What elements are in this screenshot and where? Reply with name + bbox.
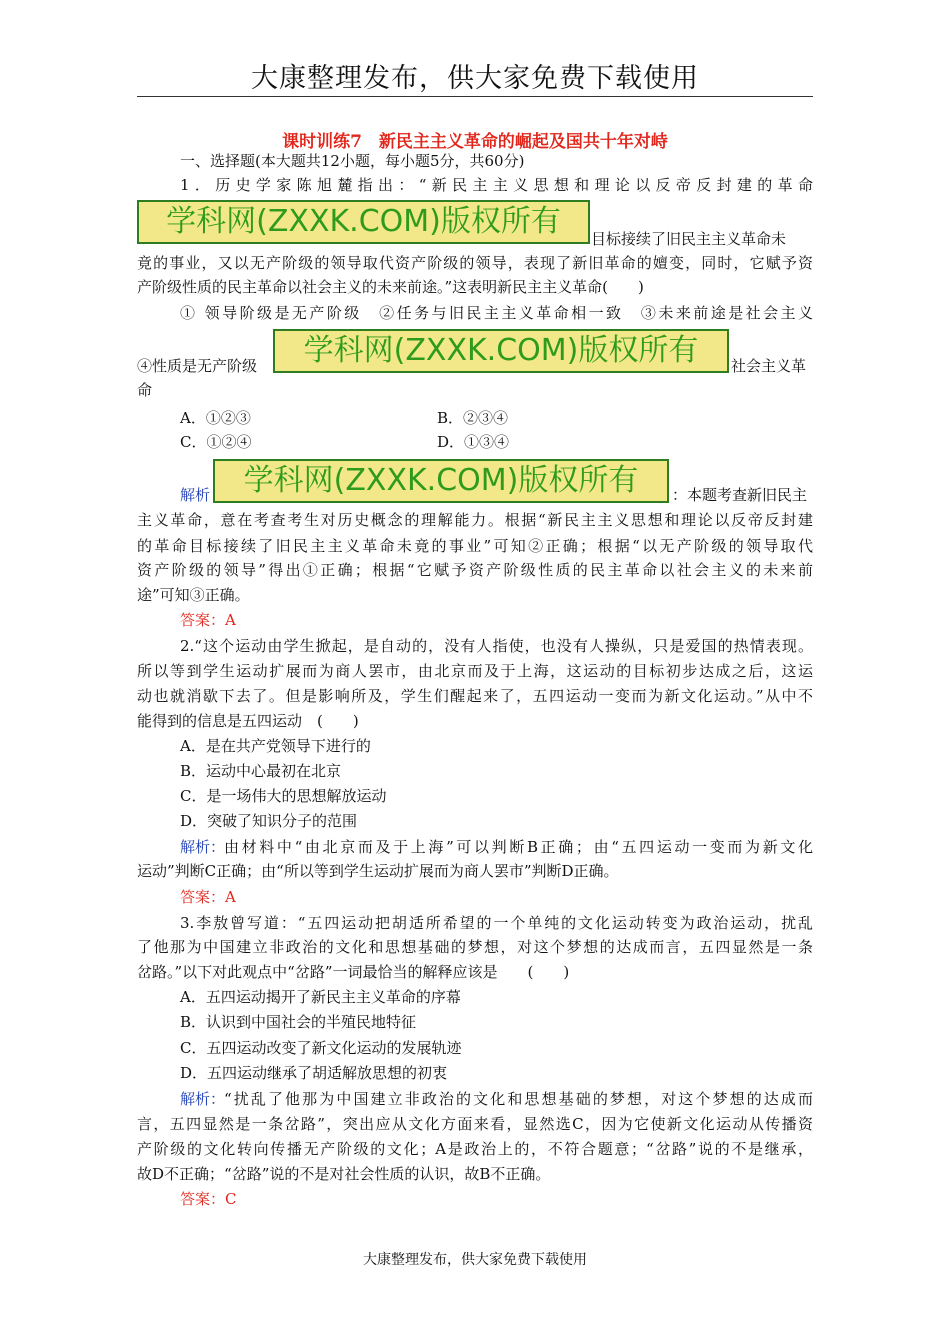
q1-analysis-label: 解析: [180, 486, 211, 504]
q3-line-2: 了他那为中国建立非政治的文化和思想基础的梦想，对这个梦想的达成而言，五四显然是一条: [137, 938, 813, 956]
q3-analysis-line-3: 产阶级的文化转向传播无产阶级的文化；A是政治上的，不符合题意；“岔路”说的不是继承，: [137, 1140, 813, 1158]
watermark-banner: 学科网(ZXXK.COM)版权所有: [137, 200, 590, 244]
q1-line-7: 命: [137, 381, 153, 399]
q1-analysis-line-4: 资产阶级的领导”得出①正确；根据“它赋予资产阶级性质的民主革命以社会主义的未来前: [137, 561, 813, 579]
q2-line-2: 所以等到学生运动扩展而为商人罢市，由北京而及于上海，这运动的目标初步达成之后，这运: [137, 662, 813, 680]
q1-analysis-line-3: 的革命目标接续了旧民主主义革命未竟的事业”可知②正确；根据“以无产阶级的领导取代: [137, 537, 813, 555]
q2-analysis-label: 解析：: [180, 838, 226, 856]
q2-option-c: C．是一场伟大的思想解放运动: [180, 787, 387, 805]
q3-analysis-label: 解析：: [180, 1090, 226, 1108]
q3-answer: 答案：C: [180, 1190, 237, 1208]
q2-analysis-line-1: 由材料中“由北京而及于上海”可以判断B正确；由“五四运动一变而为新文化: [224, 838, 813, 856]
watermark-banner: 学科网(ZXXK.COM)版权所有: [213, 459, 669, 503]
q2-answer: 答案：A: [180, 888, 236, 906]
q2-line-3: 动也就消歇下去了。但是影响所及，学生们醒起来了，五四运动一变而为新文化运动。”从中不: [137, 687, 813, 705]
q1-option-a: A．①②③: [180, 409, 251, 427]
watermark-banner: 学科网(ZXXK.COM)版权所有: [273, 329, 729, 373]
q1-answer: 答案：A: [180, 611, 236, 629]
q1-line-2-tail: 目标接续了旧民主主义革命未: [591, 230, 787, 248]
document-title: 课时训练7 新民主主义革命的崛起及国共十年对峙: [282, 132, 668, 152]
header-rule: [137, 96, 813, 97]
q1-line-3: 竟的事业，又以无产阶级的领导取代资产阶级的领导，表现了新旧革命的嬗变，同时，它赋予资: [137, 254, 813, 272]
q1-line-6-tail: 社会主义革: [731, 357, 807, 375]
q1-analysis-line-2: 主义革命，意在考查考生对历史概念的理解能力。根据“新民主主义思想和理论以反帝反封建: [137, 511, 813, 529]
q2-option-b: B．运动中心最初在北京: [180, 762, 342, 780]
q3-option-a: A．五四运动揭开了新民主主义革命的序幕: [180, 988, 461, 1006]
section-heading: 一、选择题(本大题共12小题，每小题5分，共60分): [180, 152, 525, 170]
q3-option-c: C．五四运动改变了新文化运动的发展轨迹: [180, 1039, 462, 1057]
q3-line-3: 岔路。”以下对此观点中“岔路”一词最恰当的解释应该是 ( ): [137, 963, 570, 981]
q2-analysis-line-2: 运动”判断C正确；由“所以等到学生运动扩展而为商人罢市”判断D正确。: [137, 862, 619, 880]
q1-line-1: 1．历史学家陈旭麓指出：“新民主主义思想和理论以反帝反封建的革命: [180, 176, 813, 194]
q1-line-4: 产阶级性质的民主革命以社会主义的未来前途。”这表明新民主主义革命( ): [137, 278, 644, 296]
q2-line-4: 能得到的信息是五四运动 ( ): [137, 712, 359, 730]
q3-option-b: B．认识到中国社会的半殖民地特征: [180, 1013, 417, 1031]
q3-option-d: D．五四运动继承了胡适解放思想的初衷: [180, 1064, 448, 1082]
q1-analysis-line-1-tail: ：本题考查新旧民主: [672, 486, 808, 504]
q1-option-d: D．①③④: [437, 433, 510, 451]
q1-option-c: C．①②④: [180, 433, 252, 451]
q1-option-b: B．②③④: [437, 409, 509, 427]
q3-analysis-line-2: 言，五四显然是一条岔路”，突出应从文化方面来看，显然选C，因为它使新文化运动从传播资: [137, 1115, 813, 1133]
page-header: 大康整理发布，供大家免费下载使用: [251, 63, 699, 94]
q2-option-a: A．是在共产党领导下进行的: [180, 737, 371, 755]
q2-line-1: 2.“这个运动由学生掀起，是自动的，没有人指使，也没有人操纵，只是爱国的热情表现。: [180, 637, 813, 655]
q3-analysis-line-1: “扰乱了他那为中国建立非政治的文化和思想基础的梦想，对这个梦想的达成而: [224, 1090, 813, 1108]
q1-analysis-line-5: 途”可知③正确。: [137, 586, 250, 604]
q1-statements: ① 领导阶级是无产阶级 ②任务与旧民主主义革命相一致 ③未来前途是社会主义: [180, 304, 813, 322]
q2-option-d: D．突破了知识分子的范围: [180, 812, 358, 830]
q3-line-1: 3.李敖曾写道：“五四运动把胡适所希望的一个单纯的文化运动转变为政治运动，扰乱: [180, 914, 813, 932]
q3-analysis-line-4: 故D不正确；“岔路”说的不是对社会性质的认识，故B不正确。: [137, 1165, 551, 1183]
q1-line-6-head: ④性质是无产阶级: [137, 357, 258, 375]
page-footer: 大康整理发布，供大家免费下载使用: [363, 1252, 587, 1268]
